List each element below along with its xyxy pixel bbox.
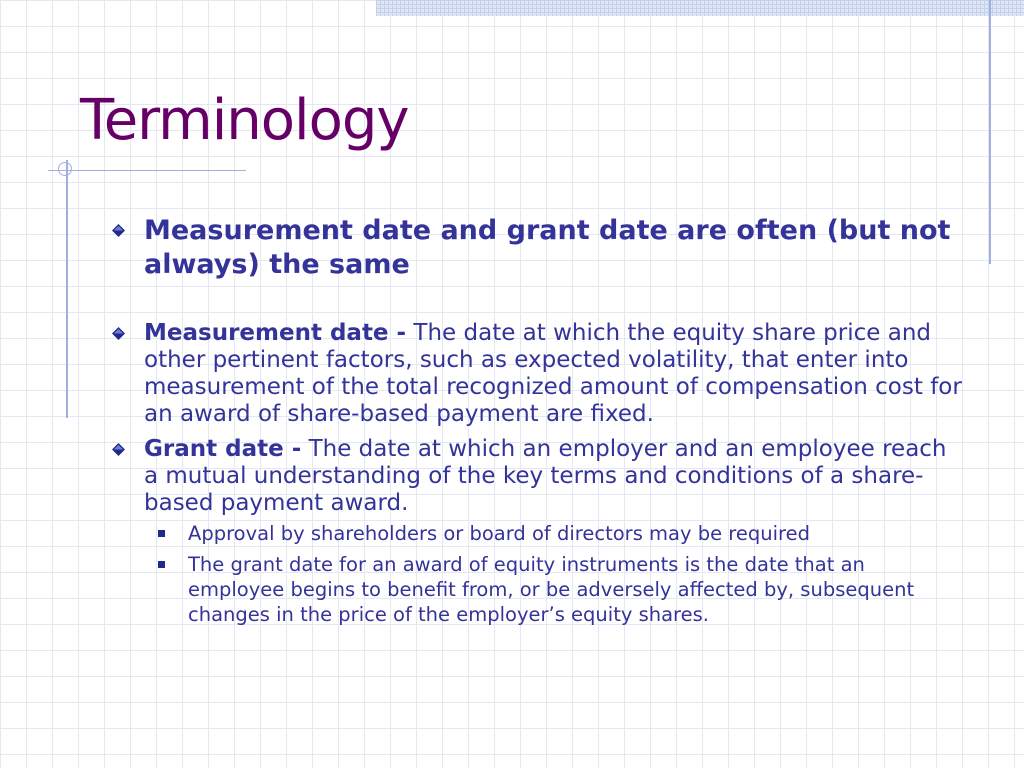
- term-label: Grant date -: [144, 436, 302, 462]
- sub-bullet-approval: [188, 521, 964, 546]
- sub-bullet-text: The grant date for an award of equity instruments is the date that an employee begins to benefit from, or be adversely affected by, subsequent changes in the price of the employer’s equity shares.: [188, 553, 915, 626]
- bullet-main: [144, 214, 964, 282]
- bullet-measurement-date: [144, 320, 964, 428]
- diamond-bullet-icon: [112, 224, 125, 237]
- term-definition: The date at which the equity share price and other pertinent factors, such as expected volatility, that enter into measurement of the total recognized amount of compensation cost for an award of share-based payment are fixed.: [144, 320, 962, 427]
- diamond-bullet-icon: [112, 327, 125, 340]
- term-definition: The date at which an employer and an employee reach a mutual understanding of the key terms and conditions of a share-based payment award.: [144, 436, 947, 516]
- square-bullet-icon: [158, 530, 165, 537]
- right-vertical-line-decoration: [989, 0, 991, 264]
- bullet-grant-date: [144, 436, 964, 627]
- term-label: Measurement date -: [144, 320, 407, 346]
- bullet-text: Measurement date and grant date are often (but not always) the same: [144, 215, 951, 280]
- sub-bullet-text: Approval by shareholders or board of directors may be required: [188, 522, 811, 545]
- left-vertical-line-decoration: [66, 160, 68, 418]
- ring-ornament-icon: [58, 162, 72, 176]
- title-underline-decoration: [48, 170, 246, 171]
- slide-title: Terminology: [80, 88, 409, 153]
- sub-bullet-grant-date-definition: [188, 552, 964, 627]
- diamond-bullet-icon: [112, 443, 125, 456]
- square-bullet-icon: [158, 561, 165, 568]
- slide-body: [144, 214, 964, 633]
- sub-bullet-list: [188, 521, 964, 627]
- header-band-decoration: [376, 0, 1024, 16]
